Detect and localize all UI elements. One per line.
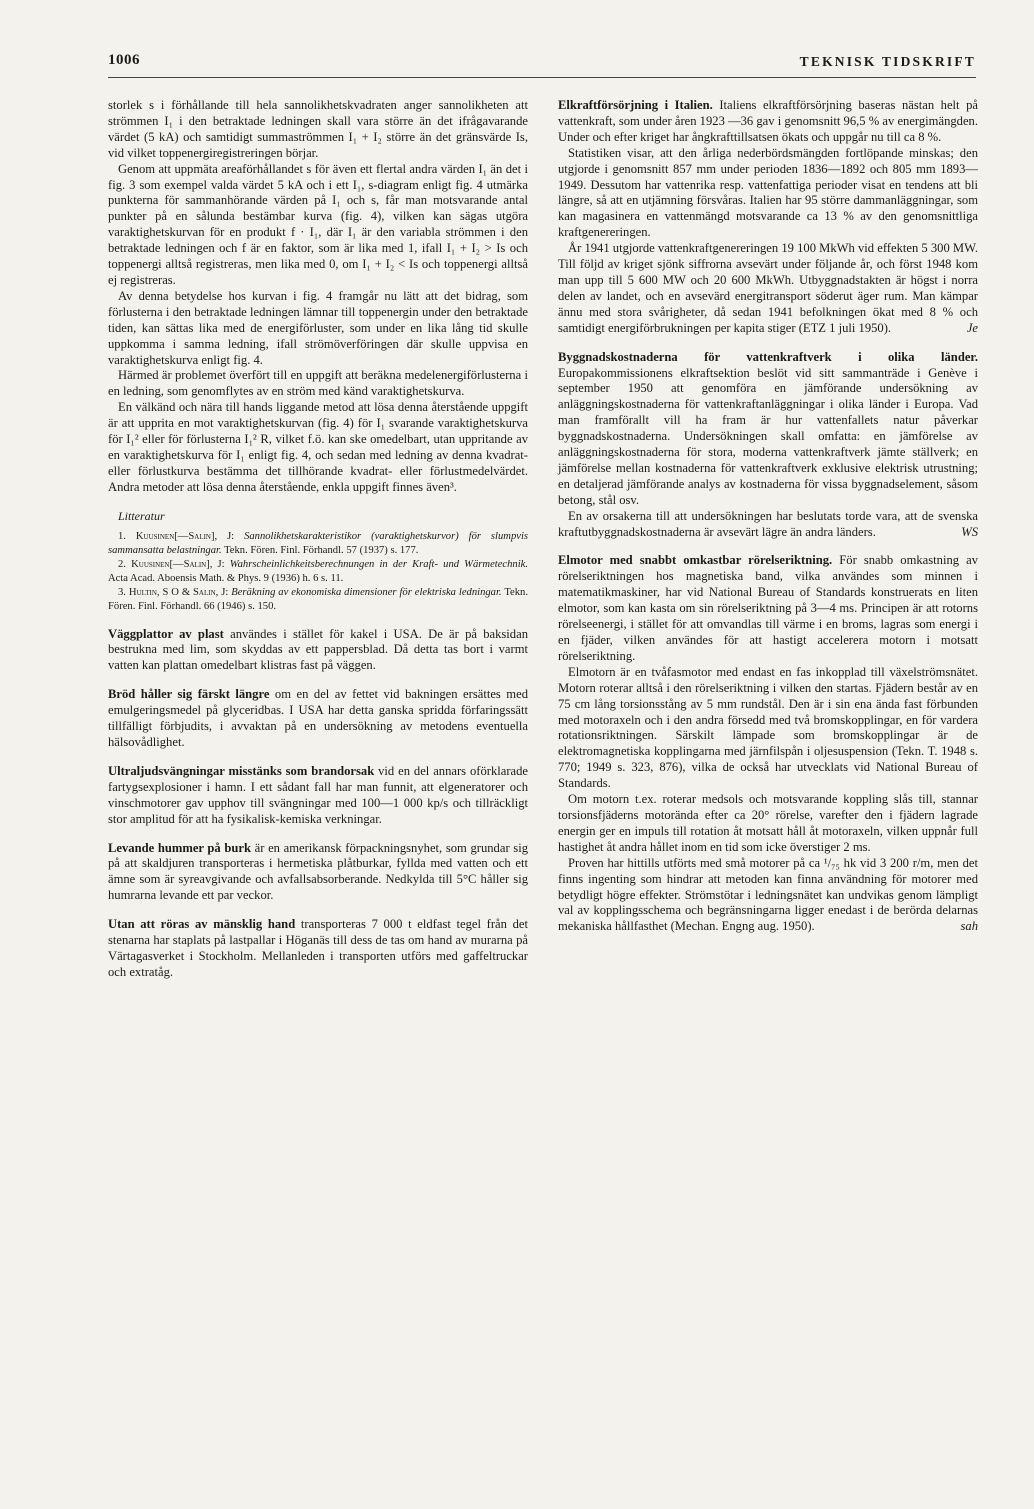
article-body: Proven har hittills utförts med små motorer på ca ¹/₇₅ hk vid 3 200 r/m, men det finns ingenting som hindrar att metoden kan finna användning för motorer med betydligt högre effekter. Strömstötar i ledningsnätet kan undvikas genom lämpligt val av kopplingsschema och begränsningarna ligger enedast i de berörda delarnas mekaniska hållfasthet (Mechan. Engng aug. 1950).	[558, 855, 978, 934]
news-body: vid en del annars oförklarade fartygsexplosioner i hamn. I ett sådant fall har man funnit, att elgeneratorer och vinschmotorer gav upphov till svängningar med 100—1 000 kp/s och tillräckligt stor amplitud för att ha fysikalisk-kemiska verkningar.	[108, 763, 529, 826]
paragraph: storlek s i förhållande till hela sannolikhetskvadraten anger sannolikheten att strömmen I₁ i den betraktade ledningen skall vara större än det ifrågavarande värdet (5 kA) och samtidigt summaströmmen I₁ + I₂ större än det gränsvärde Is, vid vilket toppenergiregistreringen börjar.	[108, 98, 528, 160]
article-paragraph	[558, 98, 978, 146]
reference-item	[108, 558, 528, 586]
news-headline: Utan att röras av mänsklig hand	[108, 917, 296, 932]
reference-source: Tekn. Fören. Finl. Förhandl. 66 (1946) s. 150.	[108, 586, 528, 612]
news-headline: Levande hummer på burk	[108, 840, 251, 855]
news-body: om en del av fettet vid bakningen ersättes med emulgeringsmedel på glyceridbas. I USA har detta ganska spridda förfaringssätt tillfälligt förbjudits, i avvaktan på en undersökning av metodens eventuella hälsovådlighet.	[108, 687, 528, 749]
reference-title: Beräkning av ekonomiska dimensioner för elektriska ledningar.	[231, 586, 502, 598]
reference-number: 3.	[118, 586, 126, 598]
author-signature: sah	[960, 919, 978, 934]
article-headline: Byggnadskostnaderna för vattenkraftverk i olika länder.	[558, 349, 978, 364]
article-paragraph	[558, 350, 978, 509]
news-body: är en amerikansk förpackningsnyhet, som grundar sig på att skaldjuren transporteras i hermetiska plåtburkar, fyllda med vatten och ett ämne som är syreavgivande och avfallsabsorberande. Nedkylda till 5°C håller sig humrarna levande ett par veckor.	[108, 840, 528, 903]
news-headline: Väggplattor av plast	[108, 626, 224, 641]
article-paragraph	[558, 856, 978, 936]
article-paragraph	[558, 553, 978, 664]
news-headline: Bröd håller sig färskt längre	[108, 687, 270, 702]
article-headline: Elkraftförsörjning i Italien.	[558, 98, 713, 112]
article-headline: Elmotor med snabbt omkastbar rörelseriktning.	[558, 553, 833, 568]
left-column	[108, 98, 528, 981]
news-item	[108, 764, 528, 828]
news-item	[108, 687, 528, 751]
news-headline: Ultraljudsvängningar misstänks som brandorsak	[108, 763, 375, 778]
reference-source: Tekn. Fören. Finl. Förhandl. 57 (1937) s. 177.	[224, 544, 419, 556]
article-body: Europakommissionens elkraftsektion beslöt vid sitt sammanträde i Genève i september 1950 att genomföra en jämförande undersökning av anläggningskostnaderna för vattenkraftanläggningar i olika länder i Europa. Vad man framförallt vill ha fram är hur vattenfallets natur påverkar byggnadskostnaderna. Undersökningen skall omfatta: en jämförelse av anläggningskostnaderna för stora, moderna vattenkraftverk jämte ställverk; en jämförelse mellan kostnaderna för vattenkraftverk exklusive elektrisk utrustning; en detaljerad jämförande analys av kostnaderna för vissa byggnadselement, såsom betong, stål osv.	[558, 365, 978, 507]
reference-source: Acta Acad. Aboensis Math. & Phys. 9 (1936) h. 6 s. 11.	[108, 572, 344, 584]
news-body: transporteras 7 000 t eldfast tegel från det stenarna har staplats på lastpallar i Höganäs till dess de tas om hand av murarna på Värtagasverket i Stockholm. Mellanleden i transporten utförs med gaffeltruckar och extratåg.	[108, 917, 528, 979]
article-body: För snabb omkastning av rörelseriktningen hos magnetiska band, vilka användes som minnen i matematikmaskiner, har vid National Bureau of Standards konstruerats en liten elmotor, som kan kasta om sin rörelseriktning på 3—4 ms. Principen är att rotorns rörelseenergi, i stället för att omvandlas till värme i en broms, lagras som energi i en fjäder, vilken användes för att hastigt accelerera motorn i motsatt rörelseriktning.	[558, 553, 978, 663]
article-paragraph	[558, 241, 978, 336]
reference-item	[108, 530, 528, 558]
right-column	[558, 98, 978, 935]
author-signature: Je	[966, 320, 978, 335]
paragraph: Genom att uppmäta areaförhållandet s för även ett flertal andra värden I₁ än det i fig. 3 som exempel valda värdet 5 kA och i ett I₁, s-diagram enligt fig. 4 utmärka punkterna för sammanhörande värden på I₁ och s, får man motsvarande antal punkter på en sålunda bestämbar kurva (fig. 4), vilken kan sägas utgöra varaktighetskurvan för en produkt f · I₁, där I₁ är den variabla strömmen i den betraktade ledningen och f är en faktor, som är lika med 1, ifall I₁ + I₂ > Is och toppenergi alltså registreras, men lika med 0, om I₁ + I₂ < Is och toppenergi alltså ej registreras.	[108, 161, 528, 287]
paragraph: Härmed är problemet överfört till en uppgift att beräkna medelenergiförlusterna i en ledning, som genomflytes av en ström med känd varaktighetskurva.	[108, 368, 528, 399]
news-item	[108, 627, 528, 675]
paragraph: Av denna betydelse hos kurvan i fig. 4 framgår nu lätt att det bidrag, som förlusterna i den betraktade ledningen lämnar till toppenergin under den betraktade tiden, kan sättas lika med de energiförluster, som under en lika lång tid skulle uppkomma i samma ledning, ifall strömöverföringen där skulle uppvisa en varaktighetskurva enligt fig. 4.	[108, 288, 528, 367]
article-paragraph: Elmotorn är en tvåfasmotor med endast en fas inkopplad till växelströmsnätet. Motorn roterar alltså i den rörelseriktning i vilken den startas. Fjädern består av en 75 cm lång torsionsstång av 5 mm rundstål. Den är i sin ena ända fast förbunden med motoraxeln och i den andra försedd med två bromskopplingar, en för vardera rotationsriktningen. Särskilt lämpade som bromskopplingar är de elektromagnetiska kopplingarna med järnfilspån i oljesuspension (Tekn. T. 1948 s. 770; 1949 s. 323, 876), vilka de också har utvecklats vid National Bureau of Standards.	[558, 664, 978, 791]
reference-title: Wahrscheinlichkeitsberechnungen in der Kraft- und Wärmetechnik.	[229, 558, 529, 570]
article-body: Italiens elkraftförsörjning baseras nästan helt på vattenkraft, som under åren 1923 —36 gav i genomsnitt 96,5 % av energimängden. Under och efter kriget har ångkrafttillsatsen ökats och uppgår nu till ca 8 %.	[558, 98, 978, 144]
reference-author: Hultin, S O & Salin, J:	[128, 586, 229, 598]
literature-heading: Litteratur	[118, 508, 165, 523]
article-paragraph: Om motorn t.ex. roterar medsols och motsvarande koppling slås till, stannar torsionsfjäderns motorända efter ca 20° rörelse, varefter den i fjädern lagrade energin ger en impuls till rotation åt motsatt håll åt motoraxeln, vilken uppnår full hastighet åt andra hållet inom en tid som icke överstiger 2 ms.	[558, 792, 978, 854]
paragraph: En välkänd och nära till hands liggande metod att lösa denna återstående uppgift är att uppritа en mot varaktighetskurvan (fig. 4) för I₁ svarande varaktighetskurva för I₁² eller för förlusterna I₁² R, vilket f.ö. kan ske omedelbart, utan uppritande av en varaktighetskurva för I₁ enligt fig. 4, och sedan med ledning av denna kvadrat- eller förlustkurva bestämma det tillhörande kvadrat- eller förlustmedelvärdet. Andra metoder att lösa denna återstående, enkla uppgift finnes även³.	[108, 400, 528, 494]
reference-number: 1.	[118, 530, 126, 542]
reference-item	[108, 586, 528, 614]
article-paragraph	[558, 509, 978, 541]
reference-number: 2.	[118, 558, 126, 570]
journal-title: TEKNISK TIDSKRIFT	[799, 54, 976, 69]
reference-title: Sannolikhetskarakteristikor (varaktighetskurvor) för slumpvis sammansatta belastningar.	[108, 530, 529, 556]
news-item	[108, 841, 528, 905]
page-number: 1006	[108, 52, 140, 68]
reference-author: Kuusinen[—Salin], J:	[135, 530, 235, 542]
article-paragraph: Statistiken visar, att den årliga nederbördsmängden fortlöpande minskas; den utgjorde i genomsnitt 857 mm under perioden 1836—1892 och 805 mm 1893—1949. Dessutom har vattenrika resp. vattenfattiga perioder visat en tendens att bli längre, så att en utjämning försvåras. Italien har 95 större dammanläggningar, som kan magasinera en vattenmängd motsvarande ca 13 % av den genomsnittliga kraftgenereringen.	[558, 145, 978, 240]
author-signature: WS	[961, 524, 978, 539]
header-rule	[108, 77, 976, 78]
article-body: En av orsakerna till att undersökningen har beslutats torde vara, att de svenska kraftutbyggnadskostnaderna är avsevärt lägre än andra länders.	[558, 508, 978, 539]
news-item	[108, 917, 528, 981]
article-body: År 1941 utgjorde vattenkraftgenereringen 19 100 MkWh vid effekten 5 300 MW. Till följd av kriget sjönk siffrorna avsevärt under följande år, och först 1948 kom man upp till 5 600 MW och 20 600 MkWh. Utbyggnadstakten är högst i norra delen av landet, och en avsevärd energitransport söderut äger rum. Man kämpar ännu med stora svårigheter, då sedan 1941 befolkningen ökat med 8 % och samtidigt energiförbrukningen per kapita stiger (ETZ 1 juli 1950).	[558, 241, 978, 335]
news-body: användes i stället för kakel i USA. De är på baksidan bestrukna med lim, som skyddas av ett pappersblad. Då detta tas bort i varmt vatten kan plattan omedelbart klistras fast på väggen.	[108, 626, 528, 673]
reference-author: Kuusinen[—Salin], J:	[131, 558, 225, 570]
